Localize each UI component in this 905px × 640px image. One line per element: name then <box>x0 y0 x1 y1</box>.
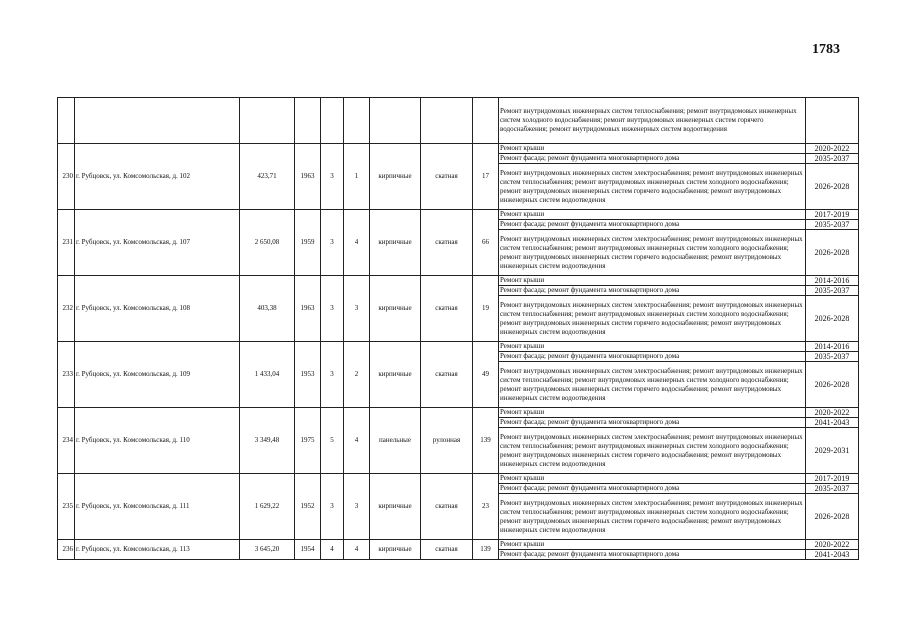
period-cell: 2020-2022 <box>806 144 859 154</box>
residents-cell: 139 <box>473 408 499 474</box>
floors-cell: 3 <box>321 144 344 210</box>
residents-cell: 17 <box>473 144 499 210</box>
work-type-cell: Ремонт крыши <box>499 276 806 286</box>
period-cell: 2035-2037 <box>806 352 859 362</box>
area-cell: 3 349,48 <box>240 408 295 474</box>
table-row <box>58 276 859 286</box>
walls-cell: кирпичные <box>370 342 421 408</box>
row-number: 231 <box>58 210 75 276</box>
residents-cell: 49 <box>473 342 499 408</box>
area-cell: 1 629,22 <box>240 474 295 540</box>
period-cell: 2014-2016 <box>806 276 859 286</box>
walls-cell: кирпичные <box>370 540 421 560</box>
entrances-cell: 4 <box>344 210 370 276</box>
work-type-cell: Ремонт крыши <box>499 540 806 550</box>
area-cell: 1 433,04 <box>240 342 295 408</box>
page-number: 1783 <box>812 42 840 57</box>
floors-cell: 3 <box>321 474 344 540</box>
period-cell: 2035-2037 <box>806 484 859 494</box>
floors-cell: 5 <box>321 408 344 474</box>
roof-cell: скатная <box>421 144 473 210</box>
row-number: 236 <box>58 540 75 560</box>
area-cell: 2 650,08 <box>240 210 295 276</box>
period-cell: 2041-2043 <box>806 418 859 428</box>
residents-cell: 139 <box>473 540 499 560</box>
table-row <box>58 210 859 220</box>
year-cell: 1952 <box>295 474 321 540</box>
area-cell: 403,38 <box>240 276 295 342</box>
roof-cell: скатная <box>421 342 473 408</box>
area-cell: 3 645,20 <box>240 540 295 560</box>
address-cell: г. Рубцовск, ул. Комсомольская, д. 111 <box>75 474 240 540</box>
table-row <box>58 540 859 550</box>
work-type-cell: Ремонт внутридомовых инженерных систем электроснабжения; ремонт внутридомовых инженерных систем теплоснабжения; ремонт внутридомовых инженерных систем холодного водоснабжения; ремонт внутридомовых инженерных систем горячего водоснабжения; ремонт внутридомовых инженерных систем водоотведения <box>499 494 806 540</box>
work-type-cell: Ремонт крыши <box>499 144 806 154</box>
period-cell: 2026-2028 <box>806 164 859 210</box>
period-cell: 2035-2037 <box>806 154 859 164</box>
entrances-cell: 2 <box>344 342 370 408</box>
period-cell: 2035-2037 <box>806 220 859 230</box>
work-type-cell: Ремонт фасада; ремонт фундамента многоквартирного дома <box>499 484 806 494</box>
work-type-cell: Ремонт внутридомовых инженерных систем электроснабжения; ремонт внутридомовых инженерных систем теплоснабжения; ремонт внутридомовых инженерных систем холодного водоснабжения; ремонт внутридомовых инженерных систем горячего водоснабжения; ремонт внутридомовых инженерных систем водоотведения <box>499 428 806 474</box>
walls-cell: кирпичные <box>370 276 421 342</box>
registry-body <box>58 98 859 560</box>
walls-cell: кирпичные <box>370 474 421 540</box>
table-row <box>58 144 859 154</box>
row-number: 233 <box>58 342 75 408</box>
year-cell: 1975 <box>295 408 321 474</box>
floors-cell: 3 <box>321 342 344 408</box>
walls-cell: кирпичные <box>370 210 421 276</box>
residents-cell: 23 <box>473 474 499 540</box>
work-type-cell: Ремонт внутридомовых инженерных систем электроснабжения; ремонт внутридомовых инженерных систем теплоснабжения; ремонт внутридомовых инженерных систем холодного водоснабжения; ремонт внутридомовых инженерных систем горячего водоснабжения; ремонт внутридомовых инженерных систем водоотведения <box>499 230 806 276</box>
address-cell: г. Рубцовск, ул. Комсомольская, д. 107 <box>75 210 240 276</box>
period-cell: 2014-2016 <box>806 342 859 352</box>
residents-cell: 66 <box>473 210 499 276</box>
work-type-cell: Ремонт крыши <box>499 474 806 484</box>
table-row <box>58 474 859 484</box>
address-cell: г. Рубцовск, ул. Комсомольская, д. 113 <box>75 540 240 560</box>
year-cell: 1959 <box>295 210 321 276</box>
row-number: 234 <box>58 408 75 474</box>
entrances-cell: 3 <box>344 276 370 342</box>
row-number: 232 <box>58 276 75 342</box>
walls-cell: кирпичные <box>370 144 421 210</box>
entrances-cell: 1 <box>344 144 370 210</box>
year-cell: 1953 <box>295 342 321 408</box>
period-cell: 2020-2022 <box>806 408 859 418</box>
period-cell: 2026-2028 <box>806 494 859 540</box>
table-row <box>58 408 859 418</box>
continuation-row <box>58 98 859 144</box>
work-type-cell: Ремонт крыши <box>499 342 806 352</box>
period-cell: 2029-2031 <box>806 428 859 474</box>
period-cell: 2041-2043 <box>806 550 859 560</box>
table-row <box>58 342 859 352</box>
period-cell: 2026-2028 <box>806 362 859 408</box>
period-cell: 2035-2037 <box>806 286 859 296</box>
period-cell: 2020-2022 <box>806 540 859 550</box>
year-cell: 1963 <box>295 144 321 210</box>
work-type-cell: Ремонт фасада; ремонт фундамента многоквартирного дома <box>499 352 806 362</box>
roof-cell: скатная <box>421 474 473 540</box>
floors-cell: 3 <box>321 276 344 342</box>
residents-cell: 19 <box>473 276 499 342</box>
period-cell: 2017-2019 <box>806 210 859 220</box>
floors-cell: 3 <box>321 210 344 276</box>
period-cell: 2026-2028 <box>806 296 859 342</box>
work-type-cell: Ремонт внутридомовых инженерных систем электроснабжения; ремонт внутридомовых инженерных систем теплоснабжения; ремонт внутридомовых инженерных систем холодного водоснабжения; ремонт внутридомовых инженерных систем горячего водоснабжения; ремонт внутридомовых инженерных систем водоотведения <box>499 362 806 408</box>
housing-registry-table <box>57 97 859 560</box>
work-type-cell: Ремонт фасада; ремонт фундамента многоквартирного дома <box>499 154 806 164</box>
work-type-cell: Ремонт крыши <box>499 408 806 418</box>
row-number: 235 <box>58 474 75 540</box>
entrances-cell: 4 <box>344 408 370 474</box>
work-type-cell: Ремонт фасада; ремонт фундамента многоквартирного дома <box>499 286 806 296</box>
entrances-cell: 4 <box>344 540 370 560</box>
entrances-cell: 3 <box>344 474 370 540</box>
walls-cell: панельные <box>370 408 421 474</box>
period-cell: 2026-2028 <box>806 230 859 276</box>
roof-cell: рулонная <box>421 408 473 474</box>
work-type-cell: Ремонт внутридомовых инженерных систем электроснабжения; ремонт внутридомовых инженерных систем теплоснабжения; ремонт внутридомовых инженерных систем холодного водоснабжения; ремонт внутридомовых инженерных систем горячего водоснабжения; ремонт внутридомовых инженерных систем водоотведения <box>499 296 806 342</box>
continuation-work-cell: Ремонт внутридомовых инженерных систем теплоснабжения; ремонт внутридомовых инженерных систем холодного водоснабжения; ремонт внутридомовых инженерных систем горячего водоснабжения; ремонт внутридомовых инженерных систем водоотведения <box>499 98 806 144</box>
year-cell: 1954 <box>295 540 321 560</box>
work-type-cell: Ремонт фасада; ремонт фундамента многоквартирного дома <box>499 550 806 560</box>
year-cell: 1963 <box>295 276 321 342</box>
work-type-cell: Ремонт фасада; ремонт фундамента многоквартирного дома <box>499 418 806 428</box>
period-cell: 2017-2019 <box>806 474 859 484</box>
row-number: 230 <box>58 144 75 210</box>
address-cell: г. Рубцовск, ул. Комсомольская, д. 109 <box>75 342 240 408</box>
floors-cell: 4 <box>321 540 344 560</box>
roof-cell: скатная <box>421 210 473 276</box>
work-type-cell: Ремонт фасада; ремонт фундамента многоквартирного дома <box>499 220 806 230</box>
address-cell: г. Рубцовск, ул. Комсомольская, д. 108 <box>75 276 240 342</box>
address-cell: г. Рубцовск, ул. Комсомольская, д. 110 <box>75 408 240 474</box>
roof-cell: скатная <box>421 540 473 560</box>
address-cell: г. Рубцовск, ул. Комсомольская, д. 102 <box>75 144 240 210</box>
work-type-cell: Ремонт крыши <box>499 210 806 220</box>
area-cell: 423,71 <box>240 144 295 210</box>
work-type-cell: Ремонт внутридомовых инженерных систем электроснабжения; ремонт внутридомовых инженерных систем теплоснабжения; ремонт внутридомовых инженерных систем холодного водоснабжения; ремонт внутридомовых инженерных систем горячего водоснабжения; ремонт внутридомовых инженерных систем водоотведения <box>499 164 806 210</box>
roof-cell: скатная <box>421 276 473 342</box>
